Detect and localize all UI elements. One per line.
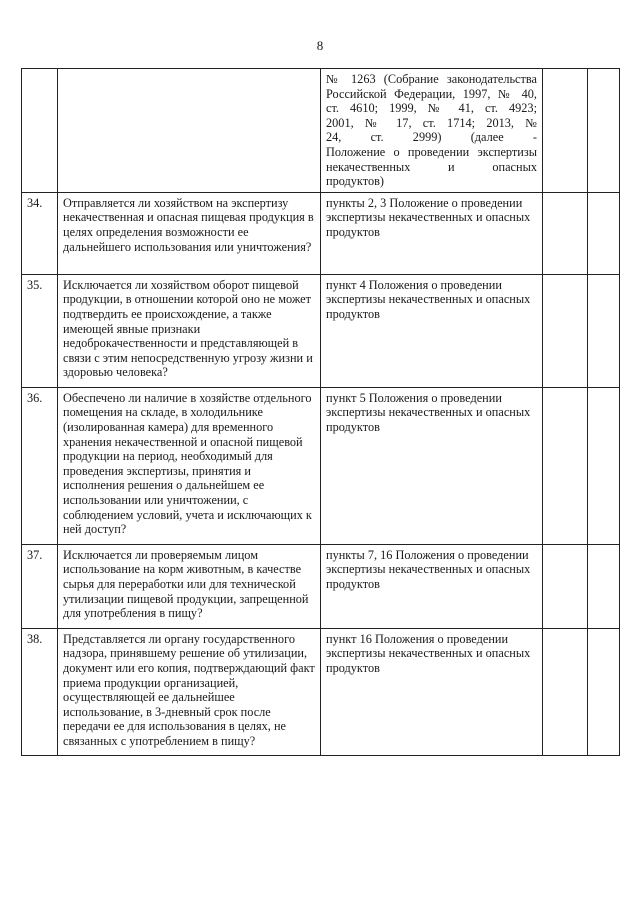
reference-text: пункт 5 Положения о проведении экспертизы некачественных и опасных продуктов (321, 387, 543, 544)
reference-text: пункт 16 Положения о проведении экспертизы некачественных и опасных продуктов (321, 628, 543, 755)
row-number: 37. (22, 544, 58, 628)
mark-cell-a (543, 387, 588, 544)
mark-cell-a (543, 192, 588, 274)
checklist-table (21, 68, 620, 756)
row-number: 38. (22, 628, 58, 755)
table-row (22, 274, 620, 387)
reference-line: ст. 4610; 1999, № 41, ст. 4923; (326, 101, 537, 116)
table-row (22, 628, 620, 755)
table-row (22, 192, 620, 274)
mark-cell-b (588, 544, 620, 628)
reference-line: № 1263 (Собрание законодательства (326, 72, 537, 86)
reference-line: 2001, № 17, ст. 1714; 2013, № (326, 115, 537, 130)
question-text: Обеспечено ли наличие в хозяйстве отдельного помещения на складе, в холодильнике (изолированная камера) для временного хранения некачественной и опасной пищевой продукции на период, необходимый для проведения экспертизы, принятия и исполнения решения о дальнейшем ее использовании или уничтожении, с соблюдением условий, учета и исключающих к ней доступ? (58, 387, 321, 544)
reference-text: пункты 2, 3 Положение о проведении экспертизы некачественных и опасных продуктов (321, 192, 543, 274)
mark-cell-a (543, 69, 588, 193)
reference-line: 24, ст. 2999) (далее - (326, 130, 537, 145)
reference-line: Положение о проведении экспертизы (326, 144, 537, 159)
row-number: 35. (22, 274, 58, 387)
mark-cell-b (588, 192, 620, 274)
question-text: Отправляется ли хозяйством на экспертизу некачественная и опасная пищевая продукция в целях определения возможности ее дальнейшего использования или уничтожения? (58, 192, 321, 274)
row-number: 34. (22, 192, 58, 274)
question-text: Исключается ли хозяйством оборот пищевой продукции, в отношении которой оно не может подтвердить ее происхождение, а также имеющей явные признаки недоброкачественности и представляющей в связи с этим непосредственную угрозу жизни и здоровью человека? (58, 274, 321, 387)
mark-cell-b (588, 387, 620, 544)
page-number: 8 (316, 38, 324, 53)
reference-line: некачественных и опасных (326, 159, 537, 174)
row-number: 36. (22, 387, 58, 544)
mark-cell-a (543, 274, 588, 387)
reference-text: пункты 7, 16 Положения о проведении экспертизы некачественных и опасных продуктов (321, 544, 543, 628)
mark-cell-b (588, 628, 620, 755)
reference-text: пункт 4 Положения о проведении экспертизы некачественных и опасных продуктов (321, 274, 543, 387)
question-text: Исключается ли проверяемым лицом использование на корм животным, в качестве сырья для переработки или для технической утилизации пищевой продукции, запрещенной для употребления в пищу? (58, 544, 321, 628)
question-text: Представляется ли органу государственного надзора, принявшему решение об утилизации, документ или его копия, подтверждающий факт приема продукции организацией, осуществляющей ее дальнейшее использование, в 3-дневный срок после передачи ее для использования в целях, не связанных с употреблением в пищу? (58, 628, 321, 755)
mark-cell-b (588, 69, 620, 193)
table-row-continuation (22, 69, 620, 193)
mark-cell-b (588, 274, 620, 387)
reference-line: Российской Федерации, 1997, № 40, (326, 86, 537, 101)
number-cell (22, 69, 58, 193)
question-cell (58, 69, 321, 193)
mark-cell-a (543, 544, 588, 628)
reference-line: продуктов) (326, 174, 385, 189)
table-row (22, 387, 620, 544)
reference-cell (321, 69, 543, 193)
mark-cell-a (543, 628, 588, 755)
table-row (22, 544, 620, 628)
